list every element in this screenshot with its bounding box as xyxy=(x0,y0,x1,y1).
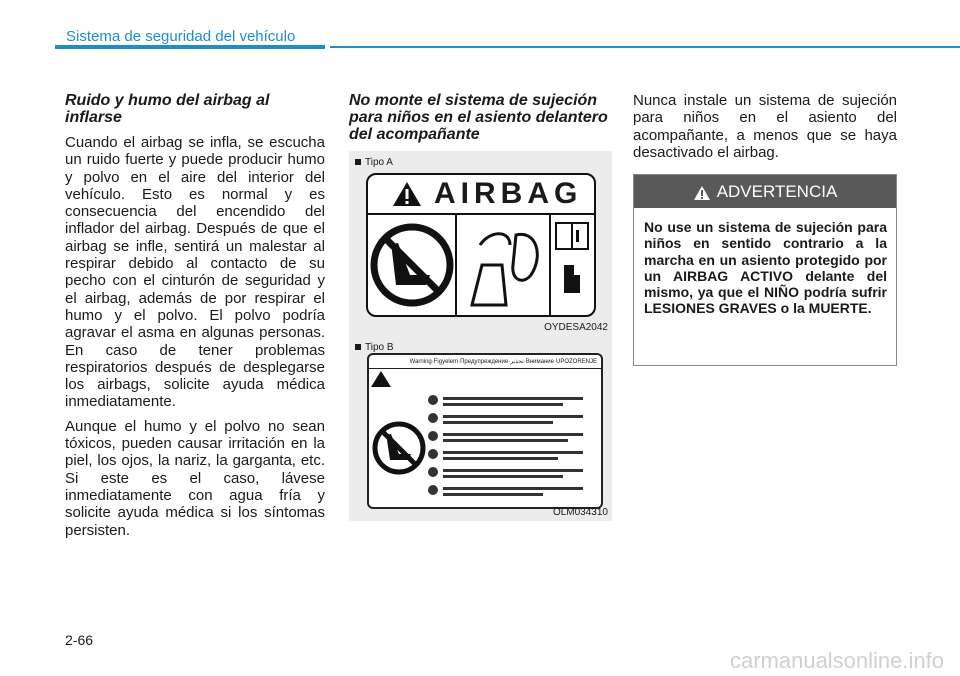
airbag-warning-label xyxy=(366,173,596,317)
warning-text: No use un sistema de sujeción para niños en sentido contrario a la marcha en un asiento protegido por un AIRBAG ACTIVO delante del mismo, ya que el NIÑO podría sufrir LESIONES GRAVES o la MUERTE. xyxy=(644,219,887,317)
section-title: Sistema de seguridad del vehículo xyxy=(66,28,296,45)
multilingual-warning-label xyxy=(367,353,603,509)
warning-triangle-icon xyxy=(392,181,422,207)
no-child-seat-icon xyxy=(375,424,423,472)
figure-label-b: Tipo B xyxy=(355,342,394,353)
airbag-pictograms xyxy=(368,215,594,315)
warning-label-header: Warning·Figyelem·Предупреждение·تحذير·Внимание·UPOZORENJE xyxy=(369,355,601,369)
watermark: carmanualsonline.info xyxy=(729,648,944,673)
warning-triangle-icon xyxy=(371,371,391,387)
heading-airbag-noise: Ruido y humo del airbag al inflarse xyxy=(65,92,270,126)
warning-label-body xyxy=(369,370,601,506)
column-left xyxy=(65,92,325,546)
figure-code-a: OYDESA2042 xyxy=(544,322,608,333)
warning-title: ADVERTENCIA xyxy=(716,182,838,201)
warning-box xyxy=(633,174,897,366)
header-rule-thin xyxy=(330,46,960,48)
no-child-seat-icon xyxy=(374,227,450,303)
warning-triangle-icon xyxy=(693,185,711,201)
warning-box-header xyxy=(634,175,896,208)
manual-book-icon xyxy=(556,223,588,293)
heading-child-seat: No monte el sistema de sujeción para niños en el asiento delantero del acompañante xyxy=(349,92,608,143)
column-middle xyxy=(349,92,612,521)
header-rule-thick xyxy=(55,45,325,49)
column-right xyxy=(633,92,897,317)
airbag-word: AIRBAG xyxy=(434,177,583,210)
paragraph-airbag-noise: Cuando el airbag se infla, se escucha un ruido fuerte y puede producir humo y polvo en el aire del interior del vehículo. Esto es normal y es consecuencia del encendido del inflador del airbag. Después de que el airbag se infle, sentirá un malestar al respirar debido al contacto de su pecho con el cinturón de seguridad y el airbag, además de por respirar el humo y el polvo. El polvo podría agravar el asma en algunas personas. En caso de tener problemas respiratorios después de desplegarse los airbags, solicite ayuda médica inmediatamente. xyxy=(65,134,325,411)
page-number: 2-66 xyxy=(65,632,94,648)
paragraph-smoke-dust: Aunque el humo y el polvo no sean tóxicos, pueden causar irritación en la piel, los ojos, la nariz, la garganta, etc. Si este es el caso, lávese inmediatamente con agua fría y solicite ayuda médica si los síntomas persisten. xyxy=(65,417,325,539)
figure-type-a xyxy=(349,151,612,336)
figure-code-b: OLM034310 xyxy=(552,507,608,518)
figure-label-a: Tipo A xyxy=(355,157,393,168)
paragraph-never-install: Nunca instale un sistema de sujeción para niños en el asiento del acompañante, a menos que se haya desactivado el airbag. xyxy=(633,92,897,161)
airbag-deploy-icon xyxy=(472,234,537,305)
figure-type-b xyxy=(349,336,612,521)
